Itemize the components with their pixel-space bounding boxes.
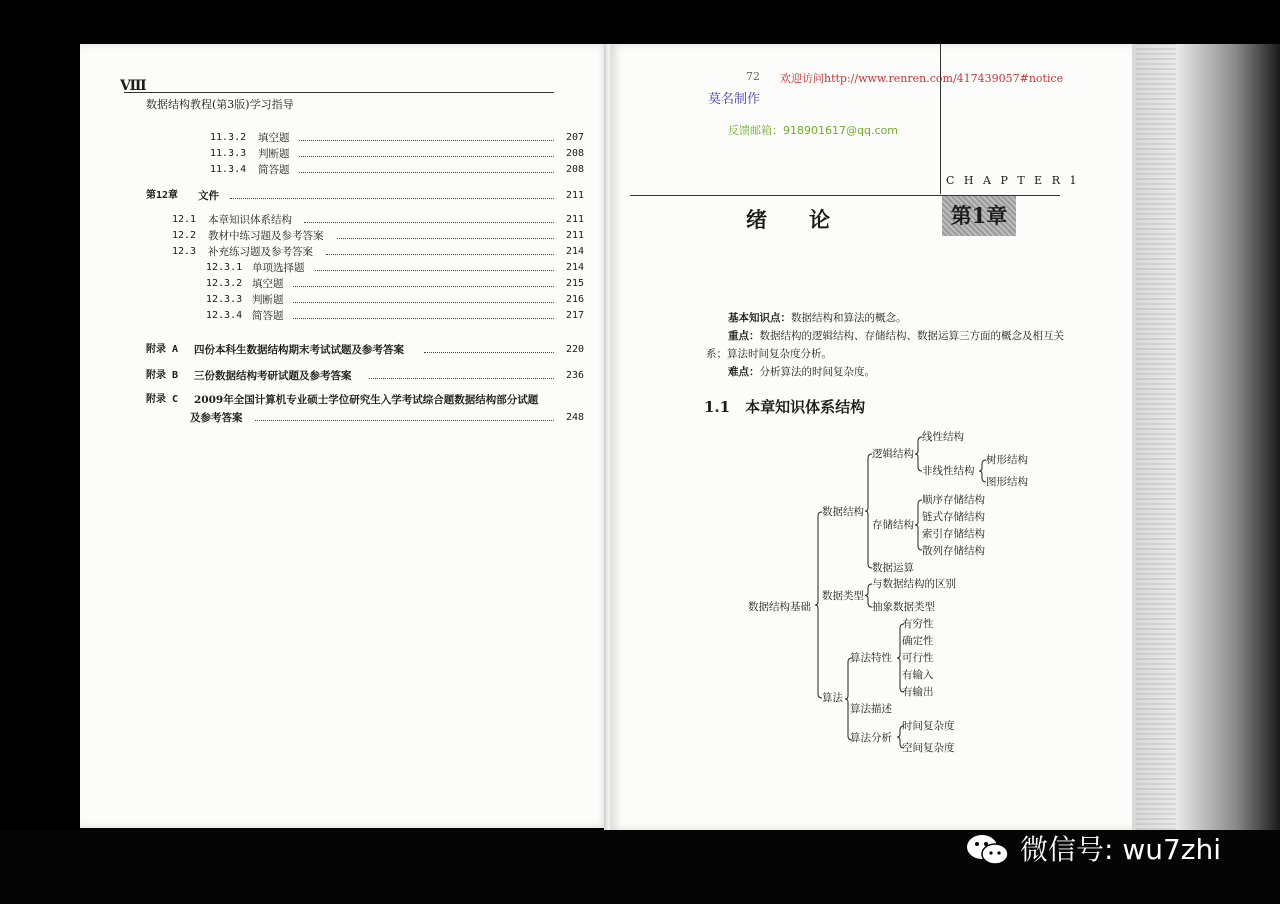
watermark-url: 欢迎访问http://www.renren.com/417439057#notice [780,72,1064,85]
tree-node: 有输入 [902,669,934,681]
toc-entry-number: 12.3.4 [206,310,243,321]
toc-leader-dots [369,378,554,379]
toc-entry [80,342,610,358]
toc-leader-dots [293,318,554,319]
intro-text-2: 数据结构的逻辑结构、存储结构、数据运算三方面的概念及相互关 [759,330,1064,342]
toc-entry-number: 附录 A [146,344,179,355]
tree-brace [815,512,822,698]
wechat-icon [965,832,1011,868]
toc-entry [80,308,610,324]
toc-entry [80,130,610,146]
tree-node: 数据结构 [822,506,864,518]
toc-entry-title: 文件 [198,190,219,202]
toc-entry-title: 简答题 [252,310,284,322]
tree-brace [915,500,922,550]
right-page [610,44,1136,830]
tree-node: 可行性 [902,652,934,664]
intro-label-1: 基本知识点： [728,312,791,324]
toc-entry-title: 填空题 [258,132,290,144]
toc-leader-dots [293,286,554,287]
tree-node: 算法分析 [850,732,892,744]
toc-entry [80,410,610,426]
toc-entry-title: 判断题 [252,294,284,306]
toc-entry-number: 12.3.1 [206,262,243,273]
maker-credit: 莫名制作 [708,92,761,107]
left-page [80,44,610,828]
toc-leader-dots [299,140,554,141]
tree-node: 图形结构 [986,476,1028,488]
tree-node: 散列存储结构 [922,545,985,557]
toc-leader-dots [255,420,554,421]
toc-leader-dots [230,198,554,199]
tree-node: 非线性结构 [922,465,975,477]
toc-entry-page: 208 [566,164,585,175]
toc-entry [80,162,610,178]
tree-brace [865,454,872,568]
tree-brace [915,437,922,471]
tree-node: 算法特性 [850,652,892,664]
page-edge-texture [1136,40,1176,830]
toc-entry-page: 211 [566,214,585,225]
tree-brace [979,460,986,482]
chapter-badge: 第1章 [942,196,1016,236]
tree-node: 数据运算 [872,562,914,574]
toc-entry-number: 12.3.2 [206,278,243,289]
tree-node: 有穷性 [902,618,934,630]
toc-entry [80,392,610,408]
tree-node: 确定性 [902,635,934,647]
toc-entry-page: 207 [566,132,585,143]
toc-entry-page: 215 [566,278,585,289]
toc-leader-dots [326,254,554,255]
toc-entry-page: 211 [566,190,585,201]
toc-entry [80,228,610,244]
section-heading: 1.1 本章知识体系结构 [704,398,866,416]
toc-entry-page: 248 [566,412,585,423]
tree-node: 线性结构 [922,431,964,443]
toc-entry-title: 三份数据结构考研试题及参考答案 [194,370,352,382]
toc-entry-number: 第12章 [146,190,179,201]
toc-entry [80,276,610,292]
toc-entry-title: 判断题 [258,148,290,160]
toc-entry [80,188,610,204]
tree-brace [845,658,852,740]
tree-node: 顺序存储结构 [922,494,985,506]
toc-entry-number: 11.3.4 [210,164,247,175]
tree-node: 数据结构基础 [748,601,811,613]
toc-entry-title: 填空题 [252,278,284,290]
toc-entry-title: 2009年全国计算机专业硕士学位研究生入学考试综合题数据结构部分试题 [194,394,539,406]
toc-leader-dots [299,172,554,173]
toc-entry-number: 附录 C [146,394,179,405]
toc-entry-number: 附录 B [146,370,179,381]
toc-entry-title: 简答题 [258,164,290,176]
tree-node: 算法描述 [850,703,892,715]
toc-entry-title: 及参考答案 [190,412,243,424]
toc-entry [80,244,610,260]
intro-text-3: 系；算法时间复杂度分析。 [706,348,832,360]
chapter-title: 绪 论 [746,207,830,232]
toc-entry-page: 236 [566,370,585,381]
toc-entry [80,292,610,308]
toc-entry [80,212,610,228]
tree-node: 与数据结构的区别 [872,578,956,590]
toc-entry-title: 单项选择题 [252,262,305,274]
feedback-email: 反馈邮箱：918901617@qq.com [728,124,898,137]
intro-label-4: 难点： [728,366,760,378]
toc-entry-number: 12.3 [172,246,197,257]
toc-entry-number: 12.2 [172,230,197,241]
toc-entry-page: 214 [566,246,585,257]
toc-entry-number: 11.3.2 [210,132,247,143]
toc-leader-dots [337,238,554,239]
tree-node: 链式存储结构 [922,511,985,523]
toc-entry-title: 补充练习题及参考答案 [208,246,313,258]
toc-entry-title: 教材中练习题及参考答案 [208,230,324,242]
toc-entry-page: 217 [566,310,585,321]
tree-node: 时间复杂度 [902,720,955,732]
intro-text-4: 分析算法的时间复杂度。 [759,366,875,378]
intro-text-1: 数据结构和算法的概念。 [791,312,907,324]
toc-entry-number: 12.1 [172,214,197,225]
tree-node: 数据类型 [822,590,864,602]
tree-node: 逻辑结构 [872,448,914,460]
toc-entry [80,260,610,276]
tree-node: 抽象数据类型 [872,601,935,613]
watermark-prefix: 72 [746,70,760,83]
toc-entry-page: 214 [566,262,585,273]
toc-entry-page: 216 [566,294,585,305]
toc-entry-page: 220 [566,344,585,355]
tree-node: 有输出 [902,686,934,698]
toc-entry [80,368,610,384]
tree-node: 空间复杂度 [902,742,955,754]
toc-leader-dots [424,352,554,353]
tree-brace [865,584,872,607]
toc-entry-title: 四份本科生数据结构期末考试试题及参考答案 [194,344,404,356]
page-numeral: Ⅷ [120,78,147,94]
tree-node: 算法 [822,692,843,704]
tree-node: 索引存储结构 [922,528,985,540]
toc-entry-title: 本章知识体系结构 [208,214,292,226]
chapter-word: C H A P T E R 1 [946,174,1080,187]
toc-entry-page: 211 [566,230,585,241]
toc-entry-number: 11.3.3 [210,148,247,159]
header-rule [124,92,554,93]
tree-node: 树形结构 [986,454,1028,466]
toc-entry [80,146,610,162]
toc-leader-dots [304,222,554,223]
toc-entry-number: 12.3.3 [206,294,243,305]
tree-node: 存储结构 [872,519,914,531]
running-head: 数据结构教程(第3版)学习指导 [146,98,294,111]
toc-entry-page: 208 [566,148,585,159]
toc-leader-dots [299,156,554,157]
toc-leader-dots [315,270,554,271]
toc-leader-dots [293,302,554,303]
wechat-id: 微信号: wu7zhi [1020,833,1222,866]
intro-label-2: 重点： [728,330,760,342]
